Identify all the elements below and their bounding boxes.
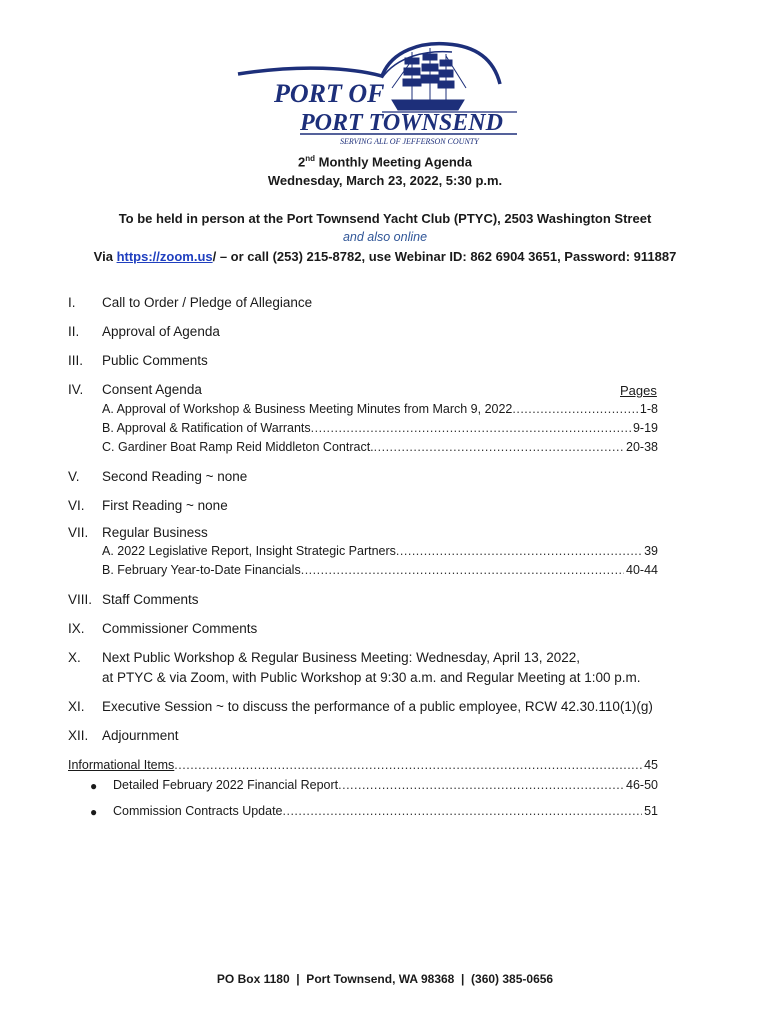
- logo-line1: PORT OF: [274, 79, 385, 108]
- logo-line2: PORT TOWNSEND: [300, 110, 503, 136]
- informational-item: Detailed February 2022 Financial Report ..... 46-50: [113, 778, 658, 792]
- online-note: and also online: [342, 230, 428, 244]
- bullet-icon: ●: [90, 805, 98, 819]
- informational-item: Commission Contracts Update ..... 51: [113, 804, 658, 818]
- logo-swoosh: [238, 44, 500, 84]
- footer-contact: PO Box 1180 | Port Townsend, WA 98368 | (360) 385-0656: [216, 972, 554, 986]
- meeting-date: Wednesday, March 23, 2022, 5:30 p.m.: [267, 173, 503, 188]
- consent-item: A. Approval of Workshop & Business Meeting Minutes from March 9, 2022 ..... 1-8: [102, 402, 658, 416]
- regular-item: A. 2022 Legislative Report, Insight Strategic Partners ..... 39: [102, 544, 658, 558]
- consent-item: B. Approval & Ratification of Warrants ..... 9-19: [102, 421, 658, 435]
- port-logo: [232, 38, 522, 150]
- informational-items: Informational Items ..... 45: [68, 758, 658, 772]
- bullet-icon: ●: [90, 779, 98, 793]
- consent-item: C. Gardiner Boat Ramp Reid Middleton Contract. ..... 20-38: [102, 440, 658, 454]
- regular-item: B. February Year-to-Date Financials ..... 40-44: [102, 563, 658, 577]
- pages-header: Pages: [620, 383, 657, 398]
- ship-icon: [392, 48, 466, 110]
- logo-tagline: SERVING ALL OF JEFFERSON COUNTY: [340, 137, 479, 146]
- zoom-link[interactable]: https://zoom.us: [116, 249, 213, 264]
- meeting-location: To be held in person at the Port Townsend Yacht Club (PTYC), 2503 Washington Street: [118, 211, 652, 226]
- zoom-info: Via https://zoom.us/ – or call (253) 215-8782, use Webinar ID: 862 6904 3651, Password: 911887: [93, 249, 677, 264]
- meeting-title: 2nd Monthly Meeting Agenda: [298, 154, 472, 170]
